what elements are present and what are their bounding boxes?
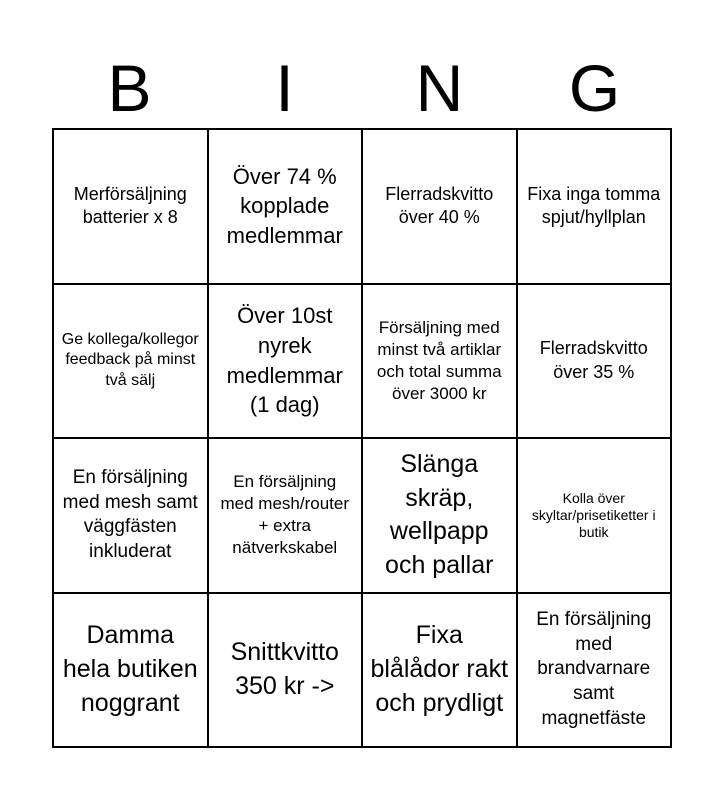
header-letter-g: G bbox=[568, 51, 621, 125]
bingo-cell[interactable] bbox=[518, 130, 673, 285]
bingo-cell[interactable] bbox=[518, 439, 673, 594]
cell-text: Flerradskvitto över 40 % bbox=[385, 183, 494, 228]
cell-text: Fixa inga tomma spjut/hyllplan bbox=[527, 183, 661, 228]
cell-text: Merförsäljning batterier x 8 bbox=[73, 183, 187, 228]
cell-text: Kolla över skyltar/prisetiketter i butik bbox=[531, 490, 656, 540]
cell-text: Flerradskvitto över 35 % bbox=[539, 338, 648, 382]
cell-text: Slänga skräp, wellpapp och pallar bbox=[385, 449, 494, 579]
bingo-cell[interactable] bbox=[209, 439, 364, 594]
bingo-cell[interactable] bbox=[363, 439, 518, 594]
cell-text: Försäljning med minst två artiklar och total summa över 3000 kr bbox=[376, 317, 502, 403]
bingo-cell[interactable] bbox=[209, 130, 364, 285]
bingo-cell[interactable] bbox=[518, 594, 673, 749]
bingo-cell[interactable] bbox=[363, 594, 518, 749]
cell-text: En försäljning med mesh/router + extra nätverkskabel bbox=[220, 472, 349, 558]
bingo-cell[interactable] bbox=[363, 285, 518, 440]
cell-text: Över 10st nyrek medlemmar (1 dag) bbox=[226, 303, 343, 418]
cell-text: Fixa blålådor rakt och prydligt bbox=[370, 621, 509, 717]
bingo-cell[interactable] bbox=[54, 130, 209, 285]
header-letter-b: B bbox=[107, 51, 152, 125]
bingo-cell[interactable] bbox=[54, 285, 209, 440]
cell-text: Över 74 % kopplade medlemmar bbox=[226, 163, 343, 249]
bingo-board bbox=[52, 128, 672, 748]
header-letter-i: I bbox=[275, 51, 294, 125]
header-letter-n: N bbox=[415, 51, 464, 125]
bingo-cell[interactable] bbox=[54, 594, 209, 749]
bingo-cell[interactable] bbox=[209, 285, 364, 440]
cell-text: Damma hela butiken noggrant bbox=[62, 621, 198, 717]
cell-text: Ge kollega/kollegor feedback på minst två sälj bbox=[61, 330, 199, 390]
bingo-cell[interactable] bbox=[209, 594, 364, 749]
bingo-header bbox=[52, 48, 672, 128]
bingo-cell[interactable] bbox=[54, 439, 209, 594]
bingo-cell[interactable] bbox=[363, 130, 518, 285]
cell-text: En försäljning med mesh samt väggfästen inkluderat bbox=[62, 466, 198, 562]
bingo-cell[interactable] bbox=[518, 285, 673, 440]
cell-text: Snittkvitto 350 kr -> bbox=[230, 638, 339, 700]
cell-text: En försäljning med brandvarnare samt magnetfäste bbox=[536, 609, 652, 729]
